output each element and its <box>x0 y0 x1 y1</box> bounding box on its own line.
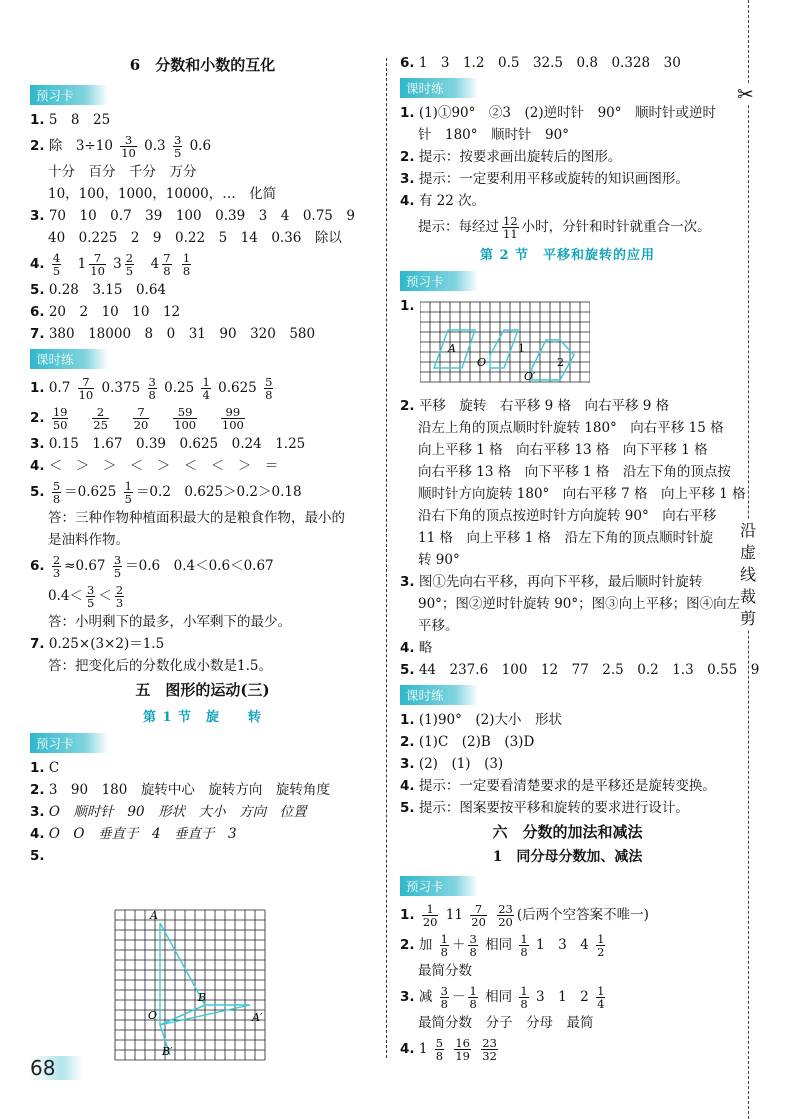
y-answer-2: 2. 平移 旋转 右平移 9 格 向右平移 9 格 <box>400 398 670 414</box>
label-O: O <box>148 1009 158 1022</box>
rot-answer-4: 4. O O 垂直于 4 垂直于 3 <box>30 826 237 842</box>
y-answer-4: 4. 略 <box>400 640 433 656</box>
label-B-prime: B′ <box>162 1045 173 1058</box>
answer-6-right: 6. 1 3 1.2 0.5 32.5 0.8 0.328 30 <box>400 55 681 71</box>
y-answer-3b: 90°；图②逆时针旋转 90°；图③向上平移；图④向左 <box>418 596 741 612</box>
w-answer-4: 4. 1 $\frac{5}{8}$ $\frac{16}{19}$ $\frac{23}{32}$ <box>400 1036 497 1063</box>
left-column <box>30 52 375 867</box>
class-answer-2: 2. $\frac{19}{50}$ $\frac{2}{25}$ $\frac{7}{20}$ $\frac{59}{100}$ $\frac{99}{100}$ <box>30 405 244 432</box>
w-answer-3: 3. 减 $\frac{3}{8}$ － $\frac{1}{8}$ 相同 $\frac{1}{8}$ 3 1 2 $\frac{1}{4}$ <box>400 984 605 1011</box>
k-answer-2: 2. 提示：按要求画出旋转后的图形。 <box>400 149 622 165</box>
answer-2c: 10，100，1000，10000，… 化简 <box>48 186 277 202</box>
y-answer-2d: 向右平移 13 格 向下平移 1 格 沿左下角的顶点按 <box>418 464 731 480</box>
section-subtitle: 第 1 节 旋 转 <box>142 710 263 725</box>
answer-1: 1. 5 8 25 <box>30 112 111 128</box>
z-answer-2: 2. (1)C (2)B (3)D <box>400 734 535 750</box>
class-answer-3: 3. 0.15 1.67 0.39 0.625 0.24 1.25 <box>30 436 306 452</box>
badge-preview-right-2: 预习卡 <box>400 876 478 896</box>
section-title: 6 分数和小数的互化 <box>129 56 276 74</box>
label-2: 2 <box>557 356 564 369</box>
rot-answer-5-label: 5. <box>30 848 45 864</box>
column-divider <box>386 58 387 1058</box>
y-answer-2e: 顺时针方向旋转 180° 向右平移 7 格 向上平移 1 格 <box>418 486 746 502</box>
answer-2: 2. 除 3÷10 $\frac{3}{10}$ 0.3 $\frac{3}{5}$ 0.6 <box>30 133 212 160</box>
y-answer-3c: 平移。 <box>418 618 459 634</box>
badge-class: 课时练 <box>30 349 108 369</box>
answer-5: 5. 0.28 3.15 0.64 <box>30 282 167 298</box>
class-answer-6-order: 0.4＜ $\frac{3}{5}$ ＜ $\frac{2}{3}$ <box>48 583 124 610</box>
w-answer-2b: 最简分数 <box>418 963 472 979</box>
z-answer-4: 4. 提示：一定要看清楚要求的是平移还是旋转变换。 <box>400 778 716 794</box>
badge-preview-2: 预习卡 <box>30 733 108 753</box>
k-answer-3: 3. 提示：一定要利用平移或旋转的知识画图形。 <box>400 171 689 187</box>
y-answer-1-label: 1. <box>400 298 415 314</box>
rotation-grid-figure <box>110 905 270 1061</box>
k-answer-4: 4. 有 22 次。 <box>400 193 486 209</box>
class-answer-7: 7. 0.25×(3×2)＝1.5 <box>30 636 165 652</box>
badge-preview: 预习卡 <box>30 85 108 105</box>
z-answer-5: 5. 提示：图案要按平移和旋转的要求进行设计。 <box>400 800 689 816</box>
rot-answer-1: 1. C <box>30 760 60 776</box>
translation-grid-figure <box>420 300 590 390</box>
k-answer-1: 1. (1)①90° ②3 (2)逆时针 90° 顺时针或逆时 <box>400 105 717 121</box>
k-answer-1b: 针 180° 顺时针 90° <box>418 127 569 143</box>
cut-instruction: 沿虚线裁剪 <box>737 520 759 630</box>
answer-4: 4. $\frac{4}{5}$ 1 $\frac{7}{10}$ 3 $\frac{2}{5}$ 4 $\frac{7}{8}$ $\frac{1}{8}$ <box>30 251 191 278</box>
class-answer-6: 6. $\frac{2}{3}$ ≈0.67 $\frac{3}{5}$ ＝0.6 0.4＜0.6＜0.67 <box>30 553 274 580</box>
y-answer-5: 5. 44 237.6 100 12 77 2.5 0.2 1.3 0.55 9 <box>400 662 760 678</box>
rot-answer-2: 2. 3 90 180 旋转中心 旋转方向 旋转角度 <box>30 782 330 798</box>
class-answer-5-ans: 答：三种作物种植面积最大的是粮食作物，最小的 <box>48 510 345 526</box>
label-B: B <box>198 991 207 1004</box>
label-A-right: A <box>448 342 456 355</box>
rot-answer-3: 3. O 顺时针 90 形状 大小 方向 位置 <box>30 804 307 820</box>
label-O-prime: O′ <box>524 370 536 383</box>
unit-title-6: 六 分数的加法和减法 <box>492 823 643 841</box>
unit-title: 五 图形的运动(三) <box>135 681 270 699</box>
y-answer-3: 3. 图①先向右平移，再向下平移，最后顺时针旋转 <box>400 574 703 590</box>
answer-2b: 十分 百分 千分 万分 <box>48 164 197 180</box>
page-number: 68 <box>30 1056 83 1080</box>
scissors-icon: ✂ <box>737 82 754 106</box>
class-answer-7-ans: 答：把变化后的分数化成小数是1.5。 <box>48 658 272 674</box>
w-answer-1: 1. $\frac{1}{20}$ 11 $\frac{7}{20}$ $\frac{23}{20}$ (后两个空答案不唯一) <box>400 902 649 929</box>
class-answer-1: 1. 0.7 $\frac{7}{10}$ 0.375 $\frac{3}{8}$ 0.25 $\frac{1}{4}$ 0.625 $\frac{5}{8}$ <box>30 375 273 402</box>
label-A: A <box>150 909 158 922</box>
answer-7: 7. 380 18000 8 0 31 90 320 580 <box>30 326 316 342</box>
w-answer-3b: 最简分数 分子 分母 最简 <box>418 1015 594 1031</box>
class-answer-5-ans2: 是油料作物。 <box>48 532 129 548</box>
class-answer-4: 4. ＜ ＞ ＞ ＜ ＞ ＜ ＜ ＞ ＝ <box>30 458 279 474</box>
badge-preview-right: 预习卡 <box>400 271 478 291</box>
y-answer-2h: 转 90° <box>418 552 460 568</box>
answer-6: 6. 20 2 10 10 12 <box>30 304 181 320</box>
label-A-prime: A′ <box>252 1011 263 1024</box>
y-answer-2g: 11 格 向上平移 1 格 沿左下角的顶点顺时针旋 <box>418 530 714 546</box>
badge-class-right-2: 课时练 <box>400 685 478 705</box>
class-answer-6-ans: 答：小明剩下的最多，小军剩下的最少。 <box>48 614 291 630</box>
z-answer-3: 3. (2) (1) (3) <box>400 756 504 772</box>
answer-3b: 40 0.225 2 9 0.22 5 14 0.36 除以 <box>48 230 342 246</box>
w-answer-2: 2. 加 $\frac{1}{8}$ ＋ $\frac{3}{8}$ 相同 $\frac{1}{8}$ 1 3 4 $\frac{1}{2}$ <box>400 932 605 959</box>
label-1: 1 <box>518 342 525 355</box>
section-subtitle-2: 第 2 节 平移和旋转的应用 <box>479 248 656 263</box>
y-answer-2f: 沿右下角的顶点按逆时针方向旋转 90° 向右平移 <box>418 508 717 524</box>
z-answer-1: 1. (1)90° (2)大小 形状 <box>400 712 563 728</box>
subsection-title: 1 同分母分数加、减法 <box>492 849 643 865</box>
class-answer-5: 5. $\frac{5}{8}$ ＝0.625 $\frac{1}{5}$ ＝0.2 0.625＞0.2＞0.18 <box>30 479 302 506</box>
badge-class-right: 课时练 <box>400 78 478 98</box>
y-answer-2b: 沿左上角的顶点顺时针旋转 180° 向右平移 15 格 <box>418 420 724 436</box>
k-answer-4-hint: 提示：每经过 $\frac{12}{11}$ 小时，分针和时针就重合一次。 <box>418 214 711 241</box>
answer-3: 3. 70 10 0.7 39 100 0.39 3 4 0.75 9 <box>30 208 355 224</box>
y-answer-2c: 向上平移 1 格 向右平移 13 格 向下平移 1 格 <box>418 442 708 458</box>
label-O-right: O <box>477 356 487 369</box>
